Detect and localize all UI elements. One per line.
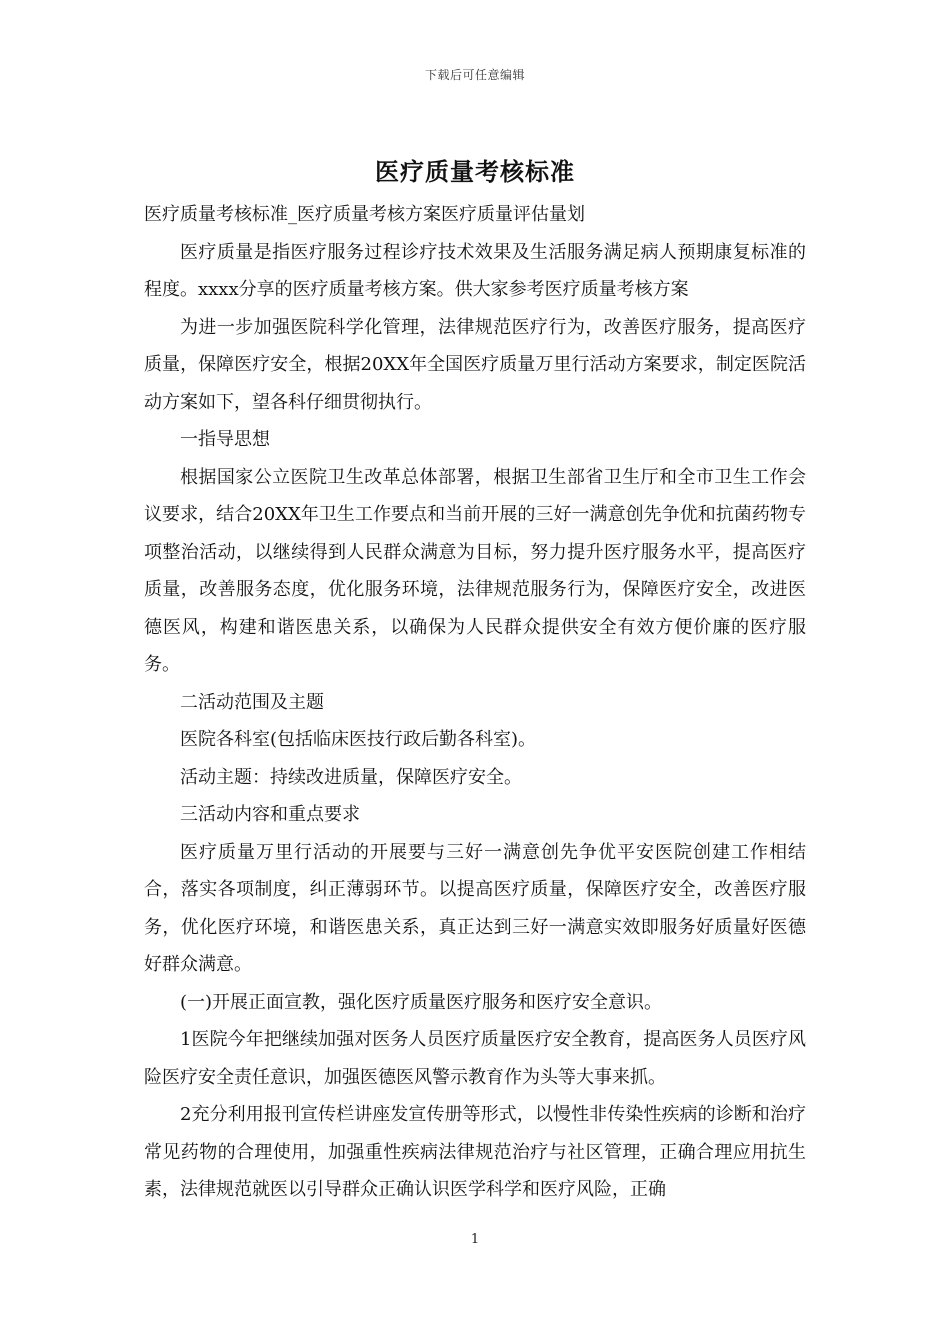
paragraph: 医疗质量是指医疗服务过程诊疗技术效果及生活服务满足病人预期康复标准的程度。xxxx分享的医疗质量考核方案。供大家参考医疗质量考核方案 — [144, 241, 806, 300]
section-heading: 二活动范围及主题 — [180, 691, 324, 713]
paragraph: 为进一步加强医院科学化管理，法律规范医疗行为，改善医疗服务，提高医疗质量，保障医疗安全，根据20XX年全国医疗质量万里行活动方案要求，制定医院活动方案如下，望各科仔细贯彻执行。 — [144, 316, 806, 413]
paragraph: 医疗质量万里行活动的开展要与三好一满意创先争优平安医院创建工作相结合，落实各项制度，纠正薄弱环节。以提高医疗质量，保障医疗安全，改善医疗服务，优化医疗环境，和谐医患关系，真正达到三好一满意实效即服务好质量好医德好群众满意。 — [144, 841, 806, 975]
paragraph: 2充分利用报刊宣传栏讲座发宣传册等形式，以慢性非传染性疾病的诊断和治疗常见药物的合理使用，加强重性疾病法律规范治疗与社区管理，正确合理应用抗生素，法律规范就医以引导群众正确认识医学科学和医疗风险，正确 — [144, 1104, 806, 1200]
subsection-heading: (一)开展正面宣教，强化医疗质量医疗服务和医疗安全意识。 — [180, 991, 663, 1013]
page-number: 1 — [470, 1232, 480, 1247]
paragraph: 医院各科室(包括临床医技行政后勤各科室)。 — [180, 729, 537, 750]
section-heading: 三活动内容和重点要求 — [180, 804, 360, 825]
paragraph: 医疗质量考核标准_医疗质量考核方案医疗质量评估量划 — [144, 204, 585, 225]
document-body — [144, 196, 806, 1209]
paragraph: 活动主题：持续改进质量，保障医疗安全。 — [180, 766, 522, 788]
section-heading: 一指导思想 — [180, 429, 270, 450]
document-title: 医疗质量考核标准 — [375, 157, 575, 186]
header-note: 下载后可任意编辑 — [424, 68, 525, 82]
paragraph: 根据国家公立医院卫生改革总体部署，根据卫生部省卫生厅和全市卫生工作会议要求，结合20XX年卫生工作要点和当前开展的三好一满意创先争优和抗菌药物专项整治活动，以继续得到人民群众满意为目标，努力提升医疗服务水平，提高医疗质量，改善服务态度，优化服务环境，法律规范服务行为，保障医疗安全，改进医德医风，构建和谐医患关系，以确保为人民群众提供安全有效方便价廉的医疗服务。 — [144, 466, 806, 675]
paragraph: 1医院今年把继续加强对医务人员医疗质量医疗安全教育，提高医务人员医疗风险医疗安全责任意识，加强医德医风警示教育作为头等大事来抓。 — [144, 1029, 806, 1088]
